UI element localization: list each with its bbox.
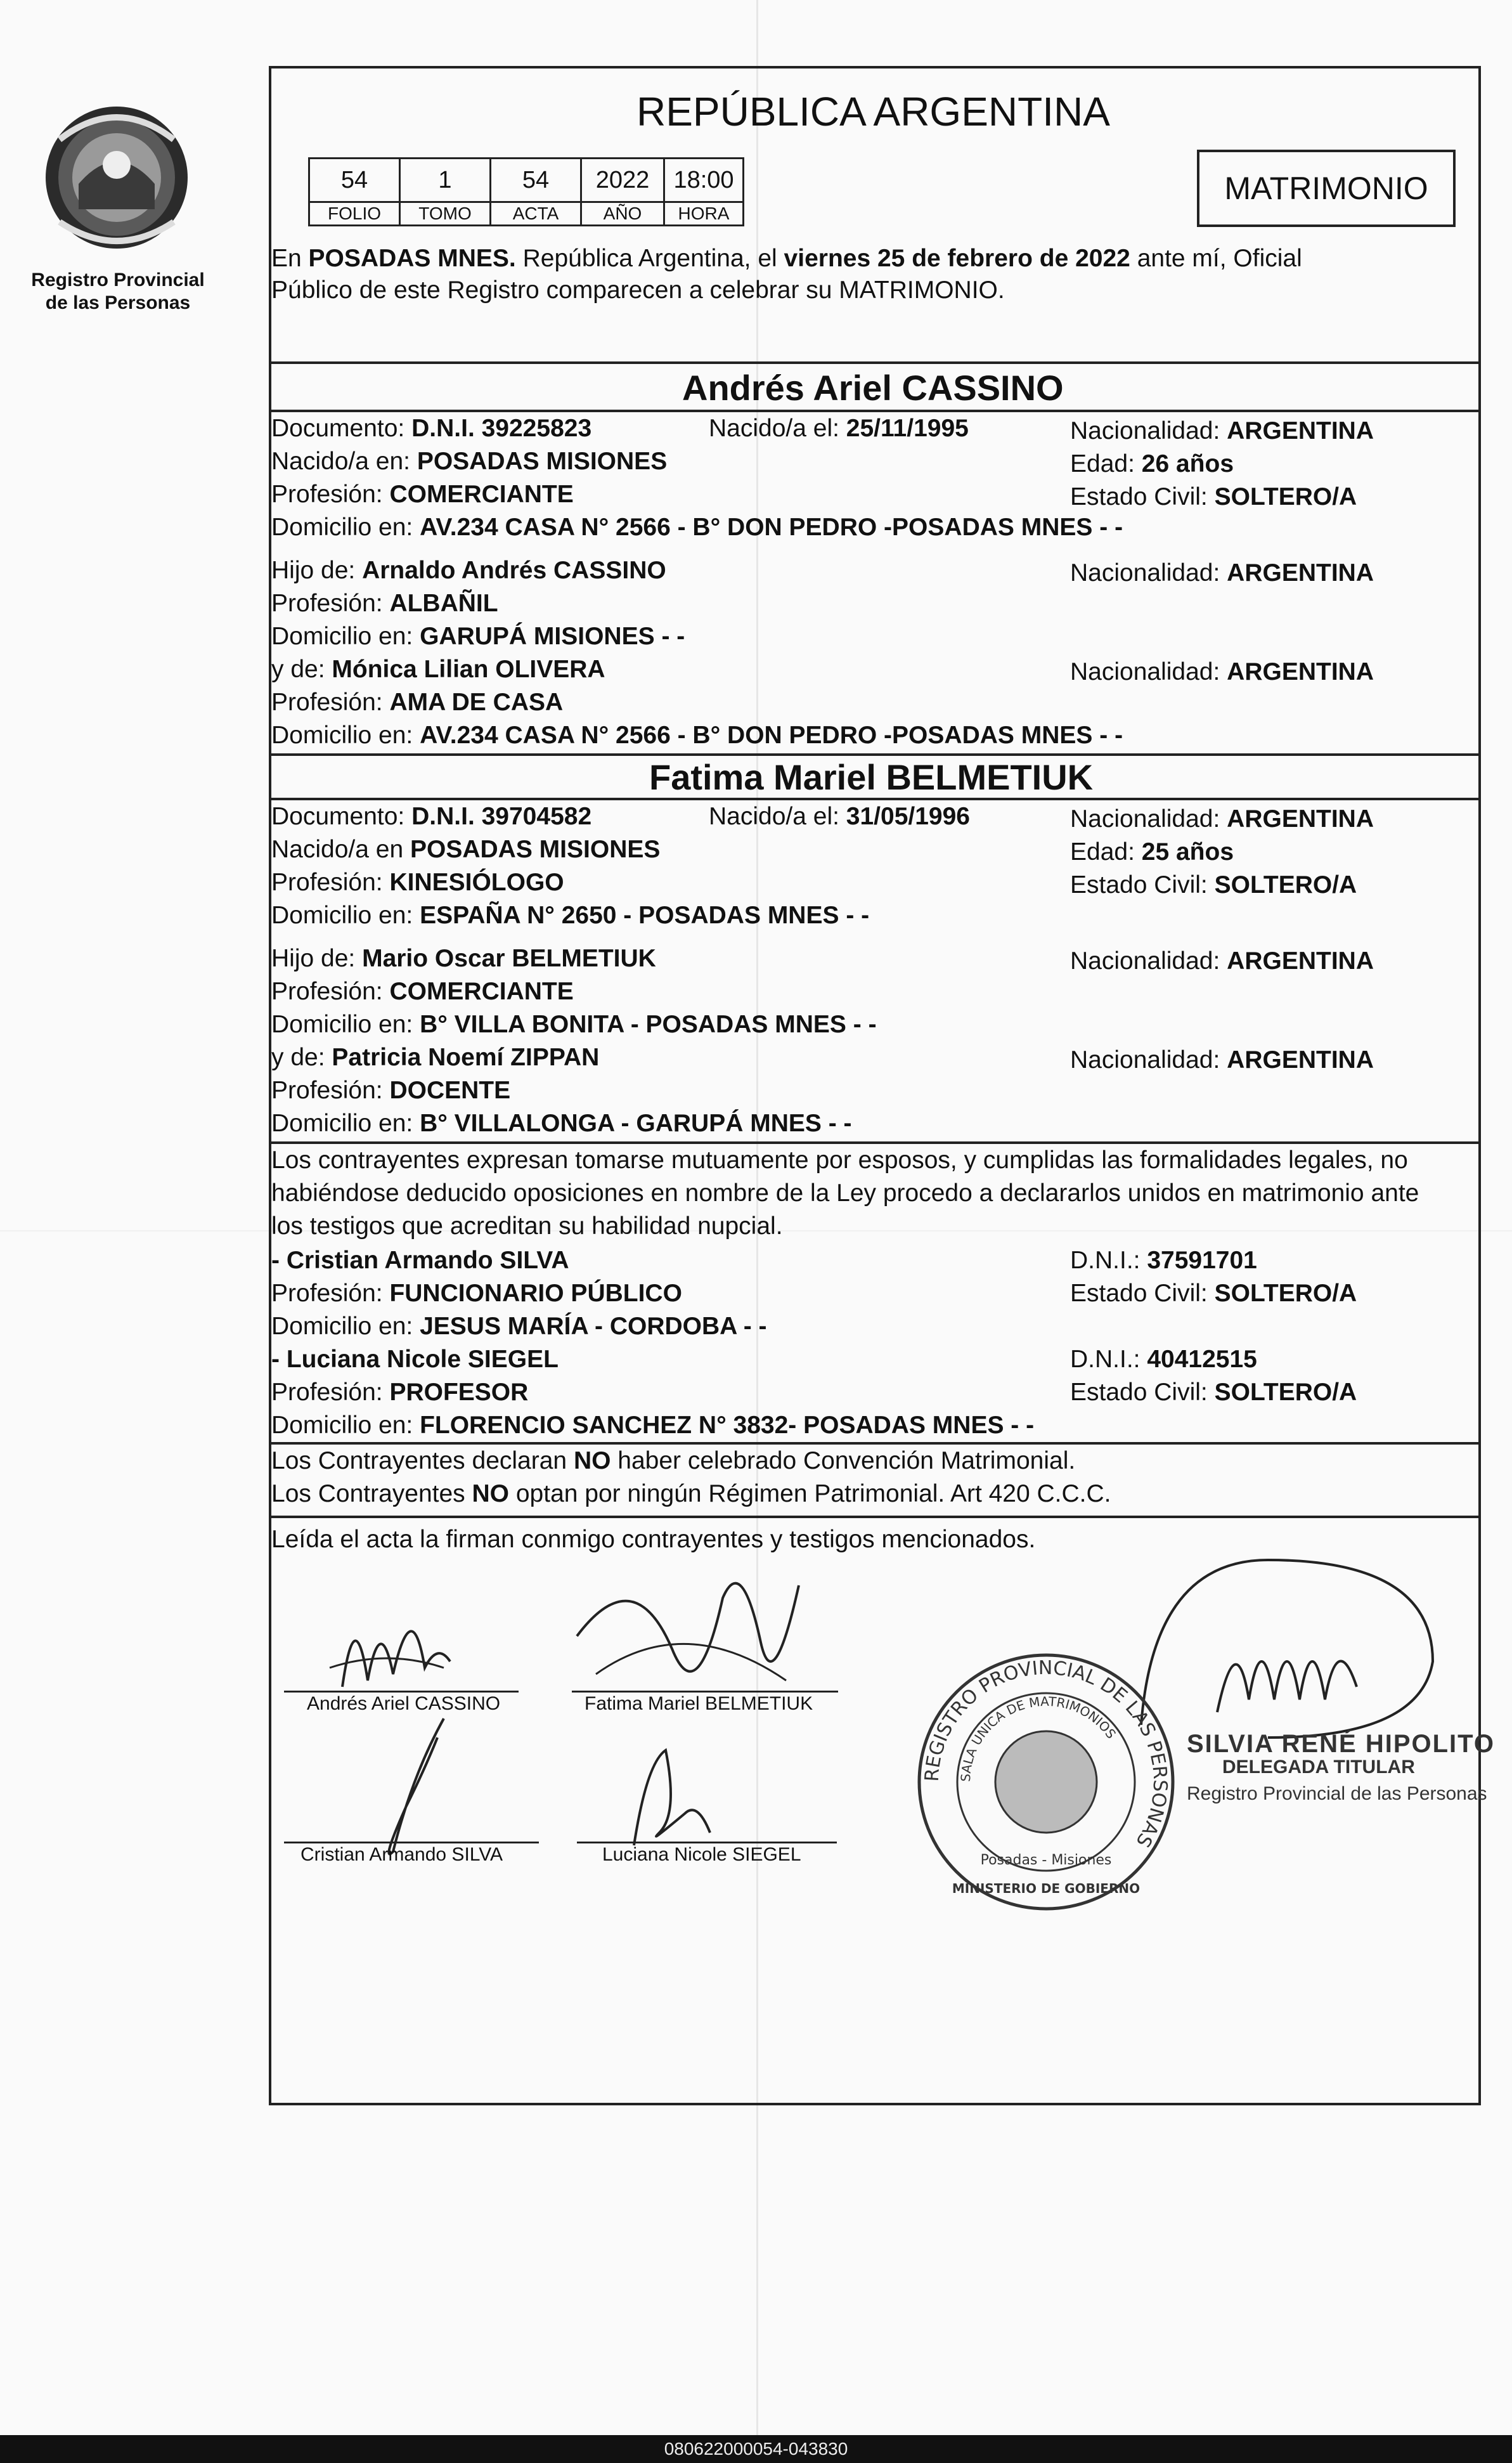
field-value: ARGENTINA xyxy=(1227,559,1374,587)
field-value: D.N.I. 39704582 xyxy=(411,803,592,830)
hour-value: 18:00 xyxy=(664,159,744,202)
field-label: Nacionalidad: xyxy=(1070,947,1227,975)
field-value: SOLTERO/A xyxy=(1214,871,1357,899)
signature-line xyxy=(577,1842,837,1843)
official-name: SILVIA RENÉ HIPOLITO xyxy=(1187,1730,1495,1758)
field-value: GARUPÁ MISIONES - - xyxy=(420,623,685,650)
official-office: Registro Provincial de las Personas xyxy=(1187,1783,1487,1804)
field-value: FLORENCIO SANCHEZ N° 3832- POSADAS MNES - - xyxy=(420,1412,1035,1439)
field-label: Profesión: xyxy=(271,1077,390,1104)
document-barcode-number: 080622000054-043830 xyxy=(0,2435,1512,2463)
spouse2-father xyxy=(271,944,656,974)
spouse2-mother xyxy=(271,1043,599,1073)
page-title: REPÚBLICA ARGENTINA xyxy=(636,89,1110,134)
field-value: Mario Oscar BELMETIUK xyxy=(362,945,656,972)
convention-line xyxy=(271,1446,1075,1476)
seal-ministry-text: MINISTERIO DE GOBIERNO xyxy=(952,1881,1140,1896)
field-value: KINESIÓLOGO xyxy=(389,869,564,896)
field-label: Profesión: xyxy=(271,481,390,508)
divider xyxy=(271,798,1478,800)
regime-line xyxy=(271,1479,1111,1509)
regime-text: Los Contrayentes xyxy=(271,1480,472,1507)
field-value: 26 años xyxy=(1141,450,1234,478)
field-value: DOCENTE xyxy=(389,1077,511,1104)
acta-label: ACTA xyxy=(491,202,581,226)
spouse1-address xyxy=(271,512,1123,543)
spouse1-name: Andrés Ariel CASSINO xyxy=(682,368,1064,408)
field-label: Hijo de: xyxy=(271,557,363,584)
province-crest-logo xyxy=(41,101,193,254)
spouse2-document xyxy=(271,802,591,832)
spouse1-father-nationality xyxy=(1070,558,1374,588)
spouse1-mother xyxy=(271,654,605,685)
intro-line-1 xyxy=(271,244,1302,274)
signature-line xyxy=(284,1842,539,1843)
field-label: D.N.I.: xyxy=(1070,1346,1147,1373)
field-label: Nacionalidad: xyxy=(1070,417,1227,445)
year-value: 2022 xyxy=(581,159,664,202)
seal-outer-label: REGISTRO PROVINCIAL DE LAS PERSONAS xyxy=(921,1656,1172,1851)
field-value: SOLTERO/A xyxy=(1214,483,1357,510)
field-label: Profesión: xyxy=(271,1379,390,1406)
field-label: Documento: xyxy=(271,415,412,442)
spouse2-mother-profession xyxy=(271,1076,510,1106)
field-label: Domicilio en: xyxy=(271,1412,420,1439)
record-values-row xyxy=(309,159,744,202)
field-label: Nacido/a en: xyxy=(271,448,417,475)
logo-caption-line: de las Personas xyxy=(45,292,191,313)
field-label: Domicilio en: xyxy=(271,1011,420,1038)
spouse2-age xyxy=(1070,837,1234,868)
logo-caption xyxy=(29,269,207,315)
witness1-address xyxy=(271,1311,767,1342)
field-label: Nacido/a el: xyxy=(709,803,846,830)
field-label: Estado Civil: xyxy=(1070,871,1215,899)
field-value: ARGENTINA xyxy=(1227,1046,1374,1074)
signature-caption-1: Andrés Ariel CASSINO xyxy=(307,1693,501,1714)
closing-statement: Leída el acta la firman conmigo contrayentes y testigos mencionados. xyxy=(271,1526,1036,1553)
divider xyxy=(271,1516,1478,1518)
spouse1-mother-nationality xyxy=(1070,657,1374,687)
field-value: 31/05/1996 xyxy=(846,803,970,830)
spouse2-mother-nationality xyxy=(1070,1045,1374,1076)
intro-text: República Argentina, el xyxy=(515,245,784,272)
field-value: PROFESOR xyxy=(389,1379,529,1406)
intro-text: ante mí, Oficial xyxy=(1130,245,1302,272)
spouse2-civil-status xyxy=(1070,870,1357,900)
spouse2-birthplace xyxy=(271,835,660,865)
regime-text: optan por ningún Régimen Patrimonial. Art 420 C.C.C. xyxy=(509,1480,1111,1507)
divider xyxy=(271,753,1478,756)
intro-line-2: Público de este Registro comparecen a celebrar su MATRIMONIO. xyxy=(271,276,1005,304)
field-label: Profesión: xyxy=(271,590,390,617)
intro-date: viernes 25 de febrero de 2022 xyxy=(784,245,1130,272)
registry-seal xyxy=(913,1649,1179,1915)
spouse1-nationality xyxy=(1070,416,1374,446)
spouse1-father-address xyxy=(271,621,685,652)
spouse2-mother-address xyxy=(271,1108,852,1139)
tomo-label: TOMO xyxy=(400,202,491,226)
field-label: Edad: xyxy=(1070,450,1142,478)
field-value: JESUS MARÍA - CORDOBA - - xyxy=(420,1313,767,1340)
field-label: Domicilio en: xyxy=(271,1313,420,1340)
field-label: Domicilio en: xyxy=(271,902,420,929)
divider xyxy=(271,1141,1478,1144)
official-role: DELEGADA TITULAR xyxy=(1222,1757,1415,1777)
signature-caption-3: Cristian Armando SILVA xyxy=(300,1844,503,1865)
convention-text: Los Contrayentes declaran xyxy=(271,1447,574,1474)
field-value: 40412515 xyxy=(1147,1346,1257,1373)
witness2-address xyxy=(271,1410,1034,1441)
field-label: Estado Civil: xyxy=(1070,1379,1215,1406)
field-value: AV.234 CASA N° 2566 - B° DON PEDRO -POSADAS MNES - - xyxy=(420,514,1123,541)
intro-place: POSADAS MNES. xyxy=(308,245,516,272)
declaration-line: los testigos que acreditan su habilidad nupcial. xyxy=(271,1212,783,1240)
field-value: COMERCIANTE xyxy=(389,978,574,1005)
spouse2-father-address xyxy=(271,1010,877,1040)
witness2-name: - Luciana Nicole SIEGEL xyxy=(271,1346,559,1373)
witness1-civil-status xyxy=(1070,1278,1357,1309)
signature-caption-4: Luciana Nicole SIEGEL xyxy=(602,1844,801,1865)
divider xyxy=(271,361,1478,364)
spouse2-address xyxy=(271,900,869,931)
divider xyxy=(271,410,1478,412)
field-value: ALBAÑIL xyxy=(389,590,498,617)
spouse1-age xyxy=(1070,449,1234,479)
field-value: ARGENTINA xyxy=(1227,417,1374,445)
declaration-line: Los contrayentes expresan tomarse mutuamente por esposos, y cumplidas las formalidades legales, no xyxy=(271,1147,1408,1174)
field-label: Edad: xyxy=(1070,838,1142,866)
spouse2-father-profession xyxy=(271,977,574,1007)
field-label: Domicilio en: xyxy=(271,623,420,650)
field-value: Arnaldo Andrés CASSINO xyxy=(362,557,666,584)
spouse1-mother-address xyxy=(271,720,1123,751)
field-value: ARGENTINA xyxy=(1227,658,1374,686)
convention-emphasis: NO xyxy=(573,1447,611,1474)
spouse2-birthdate xyxy=(709,802,970,832)
spouse1-civil-status xyxy=(1070,482,1357,512)
spouse1-father-profession xyxy=(271,588,498,619)
witness1-profession xyxy=(271,1278,682,1309)
field-value: AMA DE CASA xyxy=(389,689,564,716)
spouse2-nationality xyxy=(1070,804,1374,835)
field-value: SOLTERO/A xyxy=(1214,1280,1357,1307)
spouse2-profession xyxy=(271,868,564,898)
spouse2-name: Fatima Mariel BELMETIUK xyxy=(649,757,1094,797)
field-value: ESPAÑA N° 2650 - POSADAS MNES - - xyxy=(420,902,870,929)
witness1-dni xyxy=(1070,1245,1257,1276)
hour-label: HORA xyxy=(664,202,744,226)
field-label: Nacido/a en xyxy=(271,836,410,863)
field-label: Nacionalidad: xyxy=(1070,1046,1227,1074)
signature-line xyxy=(572,1691,838,1693)
field-label: Domicilio en: xyxy=(271,722,420,749)
witness2-profession xyxy=(271,1377,528,1408)
seal-inner-label: SALA UNICA DE MATRIMONIOS xyxy=(957,1693,1120,1783)
logo-caption-line: Registro Provincial xyxy=(31,270,205,290)
field-value: B° VILLA BONITA - POSADAS MNES - - xyxy=(420,1011,877,1038)
field-label: Hijo de: xyxy=(271,945,363,972)
divider xyxy=(271,1442,1478,1445)
year-label: AÑO xyxy=(581,202,664,226)
field-label: Estado Civil: xyxy=(1070,1280,1215,1307)
spouse1-mother-profession xyxy=(271,687,563,718)
field-label: Nacionalidad: xyxy=(1070,559,1227,587)
field-label: Estado Civil: xyxy=(1070,483,1215,510)
field-label: Nacionalidad: xyxy=(1070,805,1227,833)
field-value: COMERCIANTE xyxy=(389,481,574,508)
field-label: y de: xyxy=(271,1044,332,1071)
signature-caption-2: Fatima Mariel BELMETIUK xyxy=(585,1693,813,1714)
spouse1-profession xyxy=(271,479,574,510)
field-value: FUNCIONARIO PÚBLICO xyxy=(389,1280,682,1307)
field-value: Patricia Noemí ZIPPAN xyxy=(332,1044,600,1071)
field-value: ARGENTINA xyxy=(1227,805,1374,833)
witness1-name: - Cristian Armando SILVA xyxy=(271,1247,569,1274)
field-value: B° VILLALONGA - GARUPÁ MNES - - xyxy=(420,1110,852,1137)
record-type-box: MATRIMONIO xyxy=(1197,150,1456,227)
field-label: y de: xyxy=(271,656,332,683)
acta-value: 54 xyxy=(491,159,581,202)
record-number-grid xyxy=(308,157,744,226)
field-value: POSADAS MISIONES xyxy=(417,448,668,475)
folio-label: FOLIO xyxy=(309,202,400,226)
convention-text: haber celebrado Convención Matrimonial. xyxy=(611,1447,1076,1474)
spouse1-birthplace xyxy=(271,446,667,477)
field-label: Profesión: xyxy=(271,869,390,896)
declaration-line: habiéndose deducido oposiciones en nombre de la Ley procedo a declararlos unidos en matrimonio ante xyxy=(271,1180,1419,1207)
seal-bottom-text: Posadas - Misiones xyxy=(980,1852,1112,1868)
witness2-civil-status xyxy=(1070,1377,1357,1408)
field-label: Domicilio en: xyxy=(271,514,420,541)
field-label: Nacionalidad: xyxy=(1070,658,1227,686)
field-value: POSADAS MISIONES xyxy=(410,836,661,863)
field-label: Documento: xyxy=(271,803,412,830)
field-label: Profesión: xyxy=(271,1280,390,1307)
spouse1-document xyxy=(271,413,591,444)
field-label: Profesión: xyxy=(271,978,390,1005)
field-value: ARGENTINA xyxy=(1227,947,1374,975)
field-value: SOLTERO/A xyxy=(1214,1379,1357,1406)
field-value: 25 años xyxy=(1141,838,1234,866)
spouse1-birthdate xyxy=(709,413,969,444)
tomo-value: 1 xyxy=(400,159,491,202)
field-label: Profesión: xyxy=(271,689,390,716)
witness2-dni xyxy=(1070,1344,1257,1375)
field-label: Nacido/a el: xyxy=(709,415,846,442)
field-value: Mónica Lilian OLIVERA xyxy=(332,656,605,683)
record-labels-row xyxy=(309,202,744,226)
field-value: D.N.I. 39225823 xyxy=(411,415,592,442)
spouse1-father xyxy=(271,556,666,586)
folio-value: 54 xyxy=(309,159,400,202)
signature-line xyxy=(284,1691,519,1693)
intro-text: En xyxy=(271,245,309,272)
spouse2-father-nationality xyxy=(1070,946,1374,977)
regime-emphasis: NO xyxy=(472,1480,510,1507)
field-label: D.N.I.: xyxy=(1070,1247,1147,1274)
field-value: 25/11/1995 xyxy=(846,415,969,442)
field-value: 37591701 xyxy=(1147,1247,1257,1274)
field-value: AV.234 CASA N° 2566 - B° DON PEDRO -POSADAS MNES - - xyxy=(420,722,1123,749)
field-label: Domicilio en: xyxy=(271,1110,420,1137)
